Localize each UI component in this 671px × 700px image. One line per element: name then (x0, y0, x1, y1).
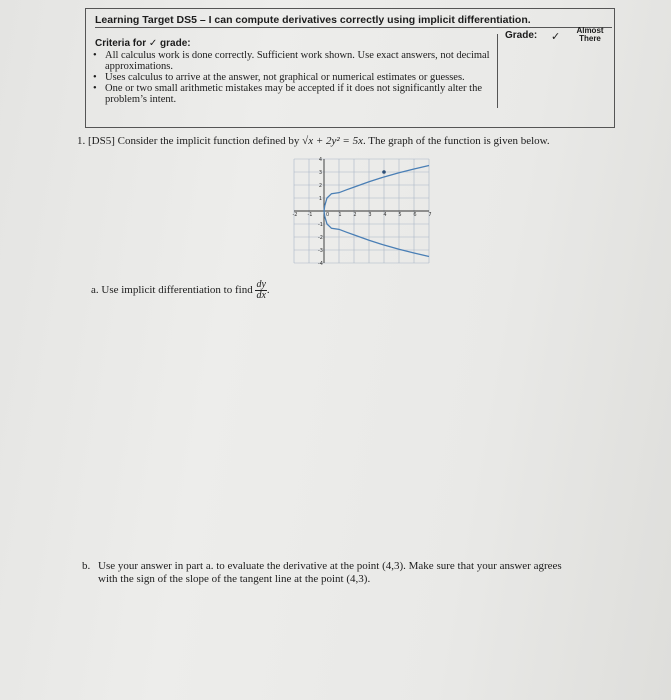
part-b (82, 560, 662, 586)
grade-label: Grade: (505, 30, 538, 41)
criteria-heading: Criteria for ✓ grade: (95, 38, 191, 49)
highlight-point (382, 170, 386, 174)
criteria-list (93, 50, 495, 105)
criteria-item: • One or two small arithmetic mistakes may be accepted if it does not significantly alter the problem’s intent. (93, 83, 495, 105)
learning-target-title: Learning Target DS5 – I can compute derivatives correctly using implicit differentiation. (95, 14, 531, 26)
y-tick-label: 1 (318, 195, 323, 202)
fraction-numerator: dy (256, 279, 266, 290)
dy-dx-fraction (255, 280, 266, 301)
criteria-item: • Uses calculus to arrive at the answer, not graphical or numerical estimates or guesses. (93, 72, 495, 83)
grade-check-icon: ✓ (551, 30, 561, 43)
criteria-item: • All calculus work is done correctly. Sufficient work shown. Use exact answers, not decimal approximations. (93, 50, 495, 72)
part-a-text: Use implicit differentiation to find (101, 284, 253, 297)
y-tick-label: 2 (318, 182, 323, 189)
x-tick-label: 5 (398, 212, 402, 218)
part-a-period: . (266, 284, 270, 297)
y-tick-label: -3 (318, 247, 323, 254)
question-1-prefix: 1. [DS5] Consider the implicit function defined by (77, 135, 303, 147)
fraction-denominator: dx (256, 290, 266, 301)
part-a (91, 280, 270, 301)
part-b-label: b. (82, 560, 91, 572)
y-tick-label: 3 (318, 169, 323, 176)
x-tick-label: 1 (338, 212, 342, 218)
title-divider (95, 27, 612, 28)
x-tick-label: -2 (292, 212, 298, 218)
part-b-line-1: Use your answer in part a. to evaluate the derivative at the point (4,3). Make sure that your answer agrees (98, 560, 562, 572)
y-tick-label: 4 (318, 156, 323, 163)
y-tick-label: -1 (318, 221, 323, 228)
x-tick-label: 6 (413, 212, 417, 218)
x-tick-label: 4 (383, 212, 387, 218)
y-tick-label: -2 (318, 234, 323, 241)
x-tick-label: -1 (307, 212, 313, 218)
curve-upper-branch (324, 166, 429, 212)
question-1 (77, 135, 550, 147)
grade-divider (497, 34, 498, 108)
grade-level: Almost There (576, 26, 604, 43)
y-tick-label: -4 (318, 260, 323, 267)
x-tick-label: 3 (368, 212, 372, 218)
part-a-label: a. (91, 284, 99, 297)
x-tick-label: 2 (353, 212, 357, 218)
question-1-suffix: . The graph of the function is given below. (362, 135, 550, 147)
part-b-line-2: with the sign of the slope of the tangent line at the point (4,3). (98, 573, 371, 585)
origin-tick-label: 0 (326, 212, 330, 218)
implicit-curve-graph (288, 155, 433, 267)
x-tick-label: 7 (428, 212, 432, 218)
question-1-equation: √x + 2y² = 5x (302, 135, 363, 147)
